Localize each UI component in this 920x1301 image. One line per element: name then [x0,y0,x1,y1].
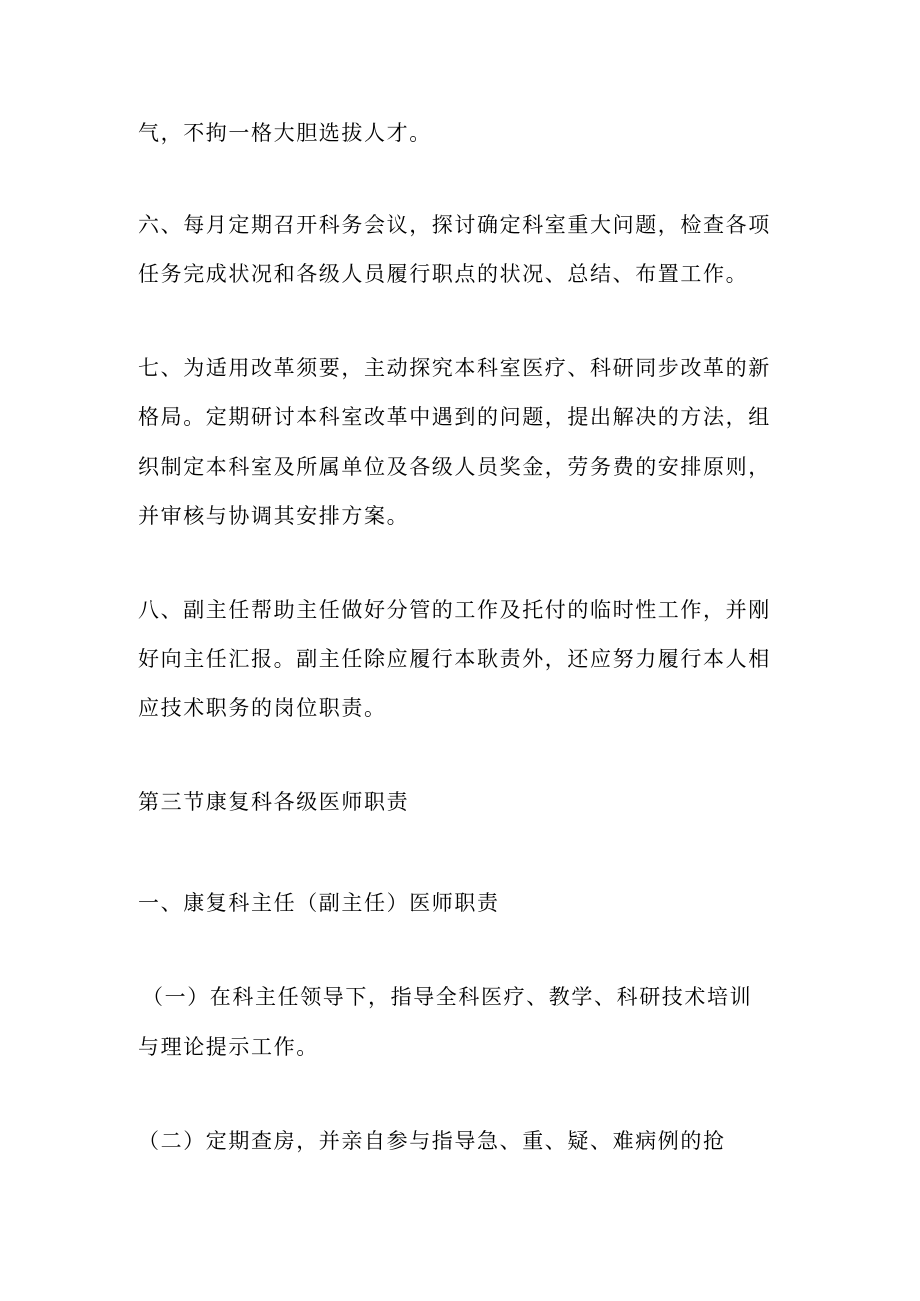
paragraph-6-line-1: 六、每月定期召开科务会议，探讨确定科室重大问题，检查各项 [138,213,771,237]
item-1-line-1: （一）在科主任领导下，指导全科医疗、教学、科研技术培训 [142,985,753,1009]
paragraph-6-line-2: 任务完成状况和各级人员履行职点的状况、总结、布置工作。 [138,262,749,286]
section-heading: 第三节康复科各级医师职责 [138,790,410,814]
paragraph-8-line-1: 八、副主任帮助主任做好分管的工作及托付的临时性工作，并刚 [138,598,771,622]
paragraph-7-line-3: 织制定本科室及所属单位及各级人员奖金，劳务费的安排原则， [138,455,771,479]
paragraph-8-line-3: 应技术职务的岗位职责。 [138,696,387,720]
sub-heading: 一、康复科主任（副主任）医师职责 [138,891,500,915]
item-2-line-1: （二）定期查房，并亲自参与指导急、重、疑、难病例的抢 [138,1129,726,1153]
item-1-line-2: 与理论提示工作。 [138,1035,319,1059]
paragraph-7-line-4: 并审核与协调其安排方案。 [138,504,410,528]
paragraph-8-line-2: 好向主任汇报。副主任除应履行本耿责外，还应努力履行本人相 [138,647,771,671]
paragraph-continuation-line-1: 气，不拘一格大胆选拔人才。 [138,121,432,145]
paragraph-7-line-2: 格局。定期研讨本科室改革中遇到的问题，提出解决的方法，组 [138,405,771,429]
paragraph-7-line-1: 七、为适用改革须要，主动探究本科室医疗、科研同步改革的新 [138,356,771,380]
